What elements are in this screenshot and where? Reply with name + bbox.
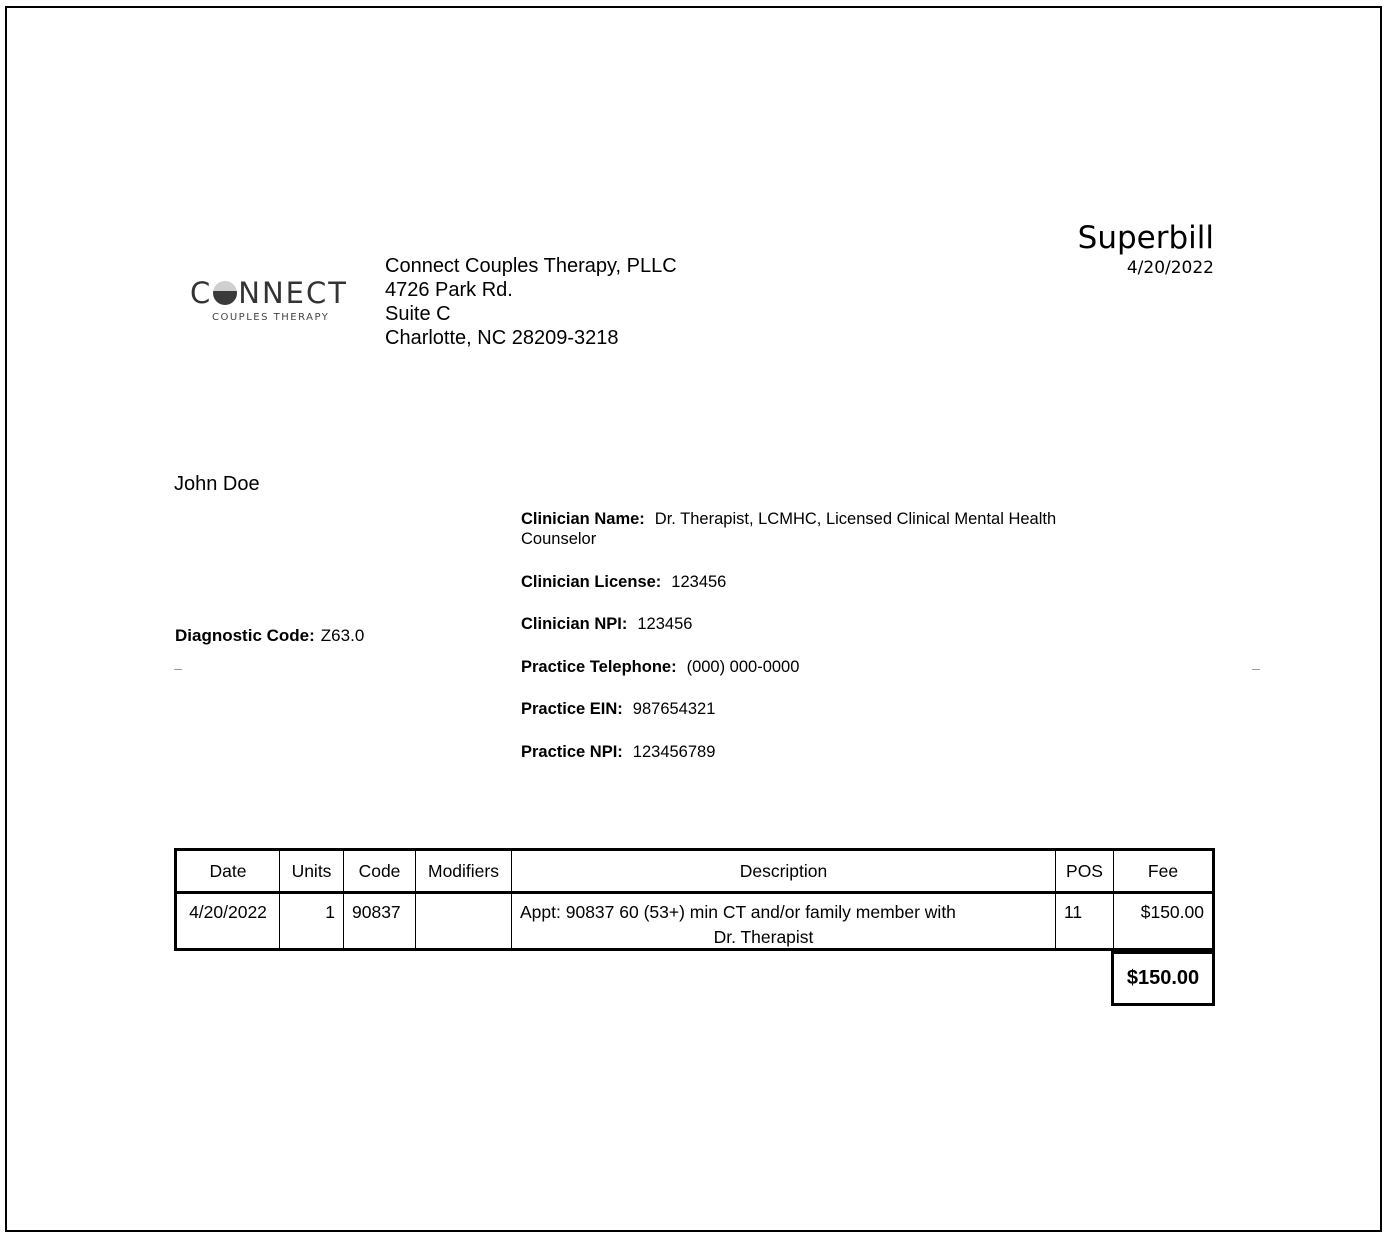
table-row <box>176 893 1214 950</box>
practice-address <box>385 254 677 350</box>
logo-wordmark: C NNECT <box>190 276 348 310</box>
practice-name: Connect Couples Therapy, PLLC <box>385 255 677 277</box>
cell-description: Appt: 90837 60 (53+) min CT and/or family member with Dr. Therapist <box>512 893 1056 950</box>
document-page <box>5 6 1382 1232</box>
header-pos: POS <box>1056 850 1114 893</box>
logo-subtitle: COUPLES THERAPY <box>212 312 330 323</box>
cell-pos: 11 <box>1056 893 1114 950</box>
practice-street: 4726 Park Rd. <box>385 279 513 301</box>
document-title: Superbill <box>1077 220 1214 256</box>
patient-name: John Doe <box>174 473 260 495</box>
header-code: Code <box>344 850 416 893</box>
logo-circle-icon <box>213 281 237 305</box>
cell-code: 90837 <box>344 893 416 950</box>
practice-logo <box>190 270 350 330</box>
divider-tick <box>174 669 182 670</box>
header-units: Units <box>280 850 344 893</box>
header-modifiers: Modifiers <box>416 850 512 893</box>
diagnostic-code <box>175 626 364 646</box>
practice-suite: Suite C <box>385 303 451 325</box>
diagnostic-code-value: Z63.0 <box>320 626 365 645</box>
diagnostic-code-label: Diagnostic Code: <box>175 626 315 645</box>
practice-npi-row: Practice NPI: 123456789 <box>521 743 716 761</box>
total-amount: $150.00 <box>1111 951 1215 1006</box>
cell-modifiers <box>416 893 512 950</box>
practice-telephone-row: Practice Telephone: (000) 000-0000 <box>521 658 800 676</box>
practice-city: Charlotte, NC 28209-3218 <box>385 327 619 349</box>
cell-fee: $150.00 <box>1114 893 1214 950</box>
clinician-npi-row: Clinician NPI: 123456 <box>521 615 693 633</box>
table-header-row <box>176 850 1214 893</box>
practice-ein-row: Practice EIN: 987654321 <box>521 700 716 718</box>
services-table <box>174 848 1215 951</box>
cell-units: 1 <box>280 893 344 950</box>
clinician-name-row: Clinician Name: Dr. Therapist, LCMHC, Licensed Clinical Mental Health Counselor <box>521 510 1057 548</box>
document-date: 4/20/2022 <box>1126 258 1214 278</box>
header-date: Date <box>176 850 280 893</box>
clinician-license-row: Clinician License: 123456 <box>521 573 727 591</box>
header-description: Description <box>512 850 1056 893</box>
header-fee: Fee <box>1114 850 1214 893</box>
divider-tick <box>1252 669 1260 670</box>
cell-date: 4/20/2022 <box>176 893 280 950</box>
